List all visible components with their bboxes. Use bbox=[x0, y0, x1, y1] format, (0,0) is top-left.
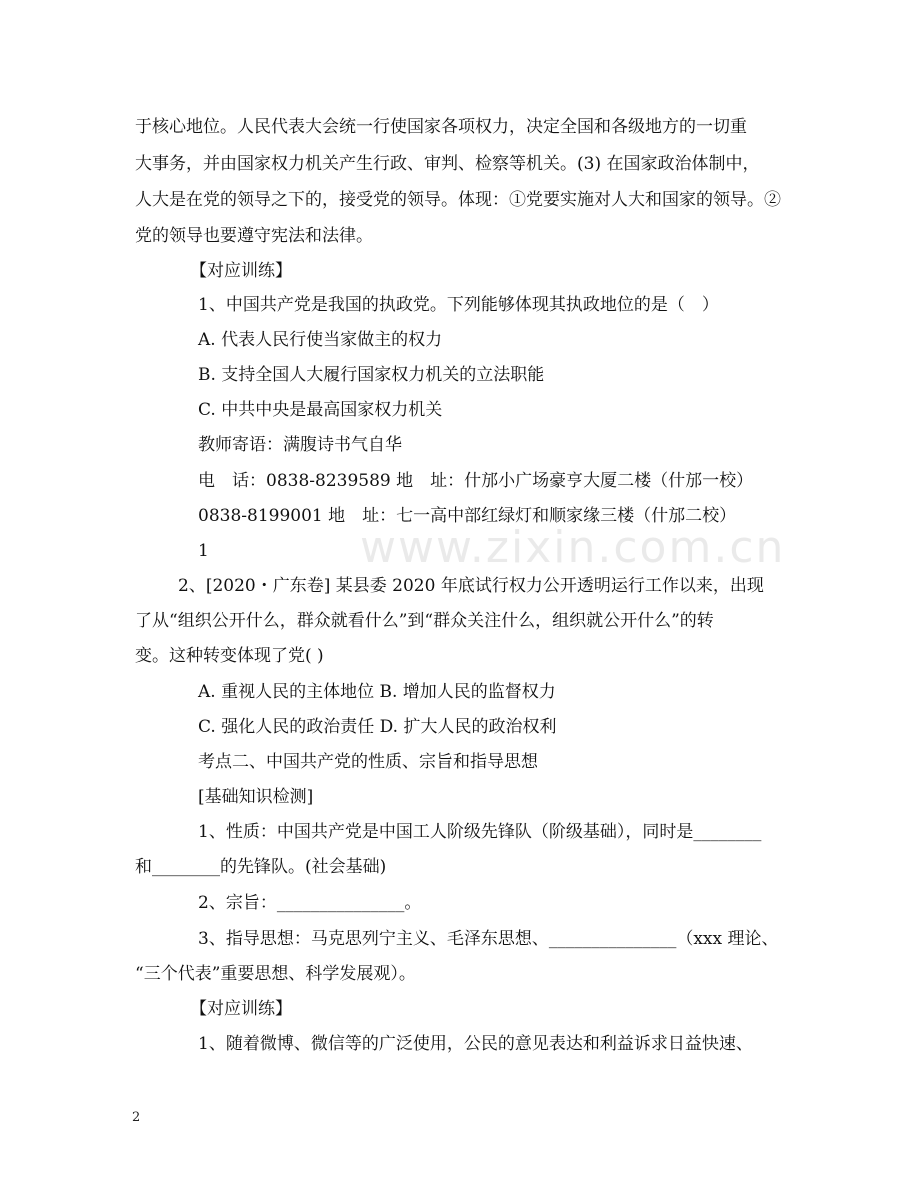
question-text: 变。这种转变体现了党( ) bbox=[135, 646, 324, 666]
answer-option: C. 强化人民的政治责任 D. 扩大人民的政治权利 bbox=[198, 717, 557, 737]
question-text: 2、[2020・广东卷] 某县委 2020 年底试行权力公开透明运行工作以来，出现 bbox=[178, 576, 764, 596]
fill-in-question: “三个代表”重要思想、科学发展观）。 bbox=[135, 964, 416, 984]
answer-option: C. 中共中央是最高国家权力机关 bbox=[198, 400, 443, 420]
answer-option: A. 代表人民行使当家做主的权力 bbox=[198, 330, 443, 350]
contact-line: 0838-8199001 地 址：七一高中部红绿灯和顺家缘三楼（什邡二校） bbox=[198, 506, 737, 526]
section-heading: 【对应训练】 bbox=[190, 261, 292, 281]
body-text-line: 大事务，并由国家权力机关产生行政、审判、检察等机关。(3) 在国家政治体制中， bbox=[135, 154, 760, 174]
fill-in-question: 2、宗旨：_______________。 bbox=[198, 893, 422, 913]
page-number: 2 bbox=[132, 1110, 141, 1125]
inline-page-number: 1 bbox=[198, 541, 209, 561]
body-text-line: 于核心地位。人民代表大会统一行使国家各项权力，决定全国和各级地方的一切重 bbox=[135, 117, 747, 137]
question-text: 1、中国共产党是我国的执政党。下列能够体现其执政地位的是（ ） bbox=[198, 295, 719, 315]
answer-option: A. 重视人民的主体地位 B. 增加人民的监督权力 bbox=[198, 682, 556, 702]
section-heading: 【对应训练】 bbox=[190, 999, 292, 1019]
question-text: 了从“组织公开什么，群众就看什么”到“群众关注什么，组织就公开什么”的转 bbox=[135, 611, 714, 631]
watermark: www.zixin.com.cn bbox=[360, 522, 786, 573]
body-text-line: 人大是在党的领导之下的，接受党的领导。体现：①党要实施对人大和国家的领导。② bbox=[135, 190, 781, 210]
fill-in-question: 1、性质：中国共产党是中国工人阶级先锋队（阶级基础），同时是________ bbox=[198, 822, 762, 842]
teacher-motto: 教师寄语：满腹诗书气自华 bbox=[198, 435, 402, 455]
contact-line: 电 话：0838-8239589 地 址：什邡小广场豪亨大厦二楼（什邡一校） bbox=[198, 471, 754, 491]
section-heading: [基础知识检测] bbox=[198, 787, 314, 807]
fill-in-question: 和________的先锋队。(社会基础) bbox=[135, 857, 387, 877]
section-heading: 考点二、中国共产党的性质、宗旨和指导思想 bbox=[198, 752, 538, 772]
question-text: 1、随着微博、微信等的广泛使用，公民的意见表达和利益诉求日益快速、 bbox=[198, 1034, 753, 1054]
body-text-line: 党的领导也要遵守宪法和法律。 bbox=[135, 226, 373, 246]
answer-option: B. 支持全国人大履行国家权力机关的立法职能 bbox=[198, 365, 545, 385]
fill-in-question: 3、指导思想：马克思列宁主义、毛泽东思想、_______________（xxx 理论、 bbox=[198, 929, 779, 949]
